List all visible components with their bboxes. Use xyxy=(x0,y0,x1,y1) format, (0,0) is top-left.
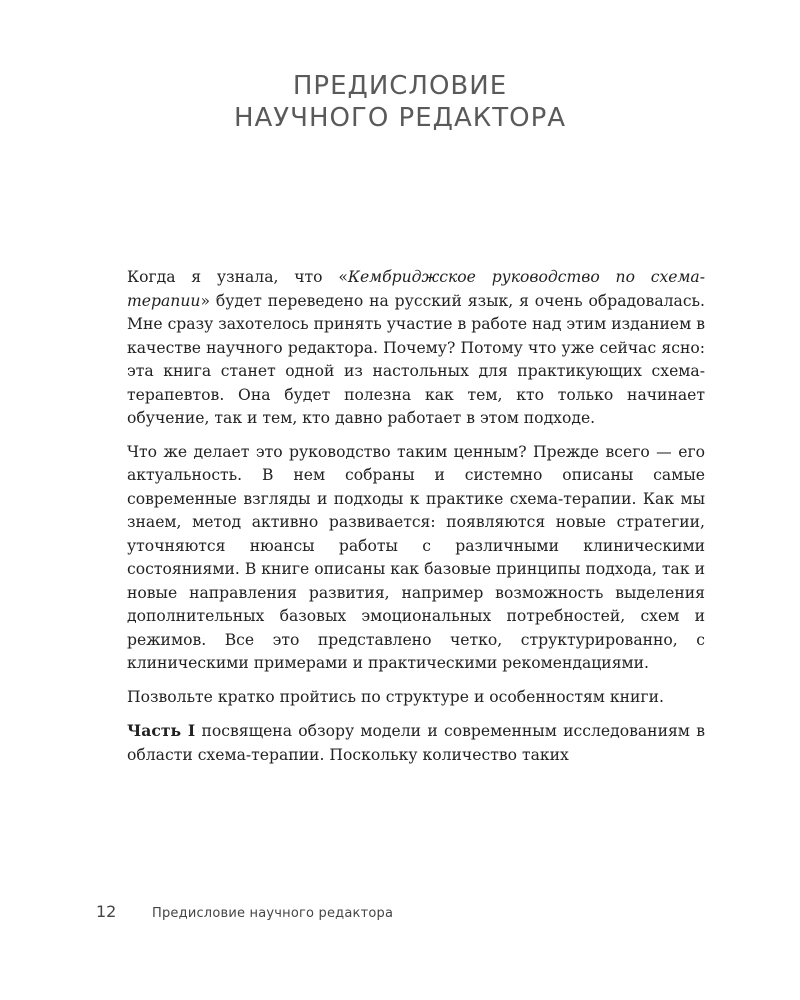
page-title-line-2: НАУЧНОГО РЕДАКТОРА xyxy=(233,103,567,133)
book-title: Кембриджское руководство по схема-терапии xyxy=(127,268,705,310)
paragraph-intro xyxy=(127,266,705,431)
page-title xyxy=(0,70,800,134)
paragraph-value: Что же делает это руководство таким ценным? Прежде всего — его актуальность. В нем собраны и системно описаны самые современные взгляды и подходы к практике схема-терапии. Как мы знаем, метод активно развивается: появляются новые стратегии, уточняются нюансы работы с различными клиническими состояниями. В книге описаны как базовые принципы подхода, так и новые направления развития, например возможность выделения дополнительных базовых эмоциональных потребностей, схем и режимов. Все это представлено четко, структурированно, с клиническими примерами и практическими рекомендациями. xyxy=(127,442,705,672)
paragraph-intro-start: Когда я узнала, что « xyxy=(127,268,348,286)
paragraph-intro-end: » будет переведено на русский язык, я очень обрадовалась. Мне сразу захотелось принять участие в работе над этим изданием в качестве научного редактора. Почему? Потому что уже сейчас ясно: эта книга станет одной из настольных для практикующих схема-терапевтов. Она будет полезна как тем, кто только начинает обучение, так и тем, кто давно работает в этом подходе. xyxy=(127,291,705,427)
page-title-line-1: ПРЕДИСЛОВИЕ xyxy=(292,71,508,101)
paragraph-structure: Позвольте кратко пройтись по структуре и особенностям книги. xyxy=(127,687,664,706)
page-footer xyxy=(96,902,393,921)
part-one-label: Часть I xyxy=(127,721,196,740)
page-number: 12 xyxy=(96,902,117,921)
paragraph-part-one xyxy=(127,719,705,767)
paragraph-part-one-text: посвящена обзору модели и современным исследованиям в области схема-терапии. Поскольку количество таких xyxy=(127,722,706,764)
running-head: Предисловие научного редактора xyxy=(152,906,394,921)
body-text xyxy=(127,266,705,767)
